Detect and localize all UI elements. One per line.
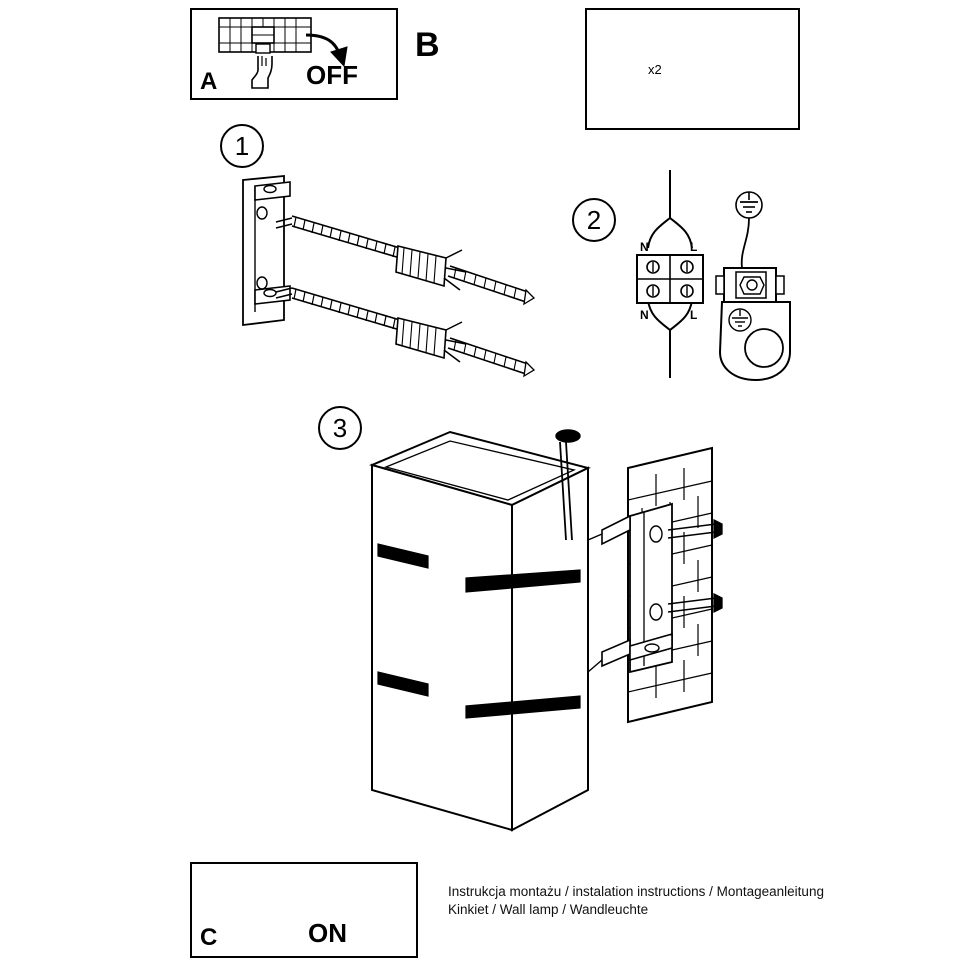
earth-ground-icon [736,192,762,218]
step-3-number: 3 [332,412,348,443]
terminal-label-n-top: N [640,240,649,254]
terminal-block-hand-icon-off [219,18,311,88]
step-3-badge [318,406,362,450]
terminal-label-l-top: L [690,240,698,254]
wall-bracket-icon [243,176,290,325]
terminal-label-n-bottom: N [640,308,649,322]
panel-c-letter: C [200,924,218,951]
step-2-number: 2 [586,204,602,235]
terminal-label-l-bottom: L [690,308,698,322]
step-1-number: 1 [234,130,250,161]
lamp-body-icon [372,432,588,830]
panel-a-off-label: OFF [306,60,358,90]
panel-c-on-label: ON [308,918,347,948]
screw-assembly-lower-icon [276,288,534,376]
panel-b-letter: B [415,26,440,64]
screw-assembly-upper-icon [276,216,534,304]
footer-line-2: Kinkiet / Wall lamp / Wandleuchte [448,902,649,917]
panel-tools [585,8,800,130]
panel-a-letter: A [200,68,218,95]
lamp-socket-icon [716,218,790,380]
footer-line-1: Instrukcja montażu / instalation instructions / Montageanleitung [448,884,824,899]
step-2-badge [572,198,616,242]
panel-power-on [190,862,418,958]
plug-quantity-label: x2 [648,62,662,77]
terminal-connector-icon [637,255,703,303]
step-1-badge [220,124,264,168]
